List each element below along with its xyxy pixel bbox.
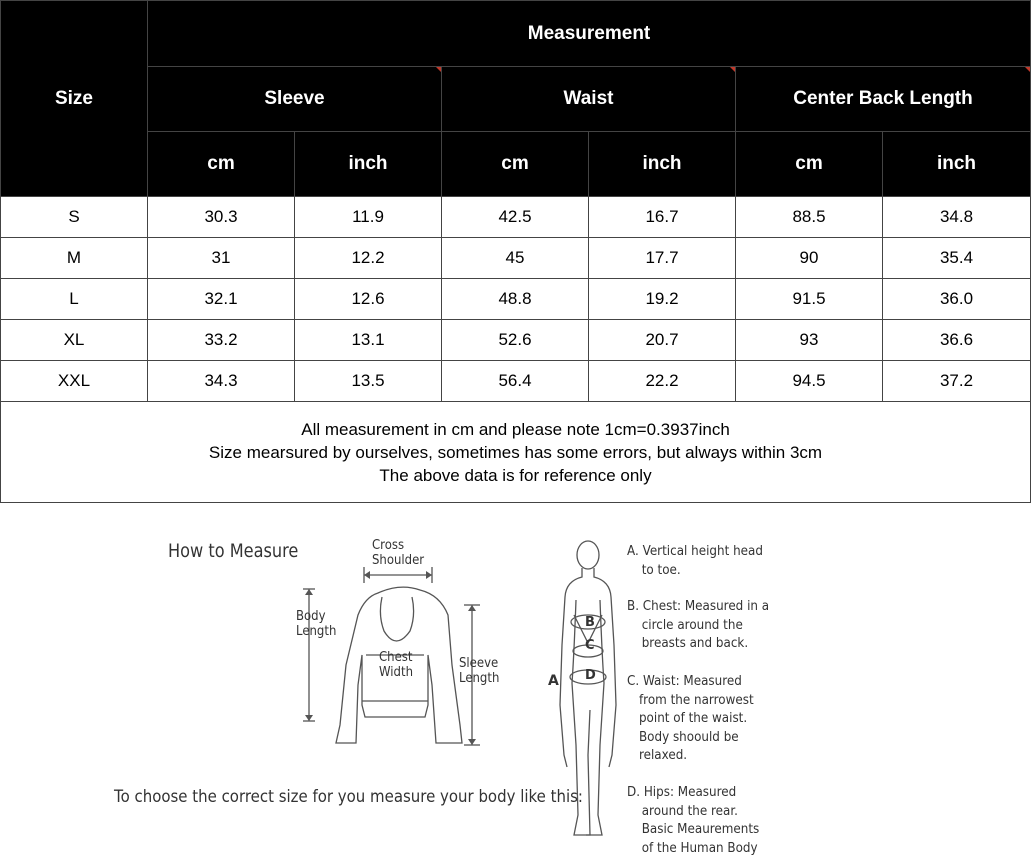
legend-line: A. Vertical height head bbox=[627, 544, 763, 559]
legend-line: circle around the bbox=[641, 617, 743, 633]
cross-shoulder-label bbox=[372, 538, 424, 568]
value-cell: 90 bbox=[736, 238, 883, 279]
value-cell: 20.7 bbox=[589, 320, 736, 361]
value-cell: 17.7 bbox=[589, 238, 736, 279]
legend-line: relaxed. bbox=[638, 748, 688, 763]
note-line: All measurement in cm and please note 1cm=0.3937inch bbox=[301, 419, 730, 439]
label-line: Length bbox=[296, 624, 337, 639]
marker-d: D bbox=[585, 668, 596, 683]
how-to-measure-title: How to Measure bbox=[168, 540, 299, 562]
value-cell: 36.6 bbox=[883, 320, 1031, 361]
value-cell: 11.9 bbox=[295, 197, 442, 238]
table-row bbox=[1, 361, 1031, 402]
table-row bbox=[1, 238, 1031, 279]
size-cell: S bbox=[1, 197, 148, 238]
legend-line: Body shoould be bbox=[638, 729, 739, 745]
value-cell: 12.2 bbox=[295, 238, 442, 279]
legend-line: around the rear. bbox=[641, 803, 738, 819]
legend-line: D. Hips: Measured bbox=[627, 785, 737, 800]
value-cell: 30.3 bbox=[148, 197, 295, 238]
value-cell: 19.2 bbox=[589, 279, 736, 320]
value-cell: 12.6 bbox=[295, 279, 442, 320]
label-line: Sleeve bbox=[459, 656, 499, 671]
label-line: Body bbox=[296, 609, 326, 624]
note-line: The above data is for reference only bbox=[379, 465, 652, 485]
value-cell: 13.1 bbox=[295, 320, 442, 361]
measure-diagram-lines bbox=[0, 505, 1031, 866]
value-cell: 88.5 bbox=[736, 197, 883, 238]
legend-line: from the narrowest bbox=[638, 692, 754, 708]
label-line: Chest bbox=[379, 650, 413, 665]
label-line: Width bbox=[379, 665, 414, 680]
legend-line: to toe. bbox=[641, 562, 681, 578]
value-cell: 22.2 bbox=[589, 361, 736, 402]
value-cell: 34.3 bbox=[148, 361, 295, 402]
value-cell: 37.2 bbox=[883, 361, 1031, 402]
legend-line: B. Chest: Measured in a bbox=[627, 599, 770, 614]
chest-width-label bbox=[379, 650, 413, 680]
legend-line: of the Human Body bbox=[641, 840, 758, 856]
value-cell: 52.6 bbox=[442, 320, 589, 361]
notes-cell bbox=[1, 402, 1031, 503]
label-line: Shoulder bbox=[372, 553, 425, 568]
marker-a: A bbox=[548, 673, 559, 689]
value-cell: 33.2 bbox=[148, 320, 295, 361]
legend-a bbox=[627, 543, 763, 580]
table-row bbox=[1, 279, 1031, 320]
unit-header: cm bbox=[442, 132, 589, 197]
value-cell: 45 bbox=[442, 238, 589, 279]
label-line: Cross bbox=[372, 538, 405, 553]
how-to-measure-section bbox=[0, 505, 1031, 866]
value-cell: 42.5 bbox=[442, 197, 589, 238]
sleeve-length-label bbox=[459, 656, 499, 686]
value-cell: 94.5 bbox=[736, 361, 883, 402]
value-cell: 32.1 bbox=[148, 279, 295, 320]
measurement-header: Measurement bbox=[148, 1, 1031, 67]
size-cell: XXL bbox=[1, 361, 148, 402]
unit-header: cm bbox=[736, 132, 883, 197]
value-cell: 36.0 bbox=[883, 279, 1031, 320]
value-cell: 16.7 bbox=[589, 197, 736, 238]
value-cell: 91.5 bbox=[736, 279, 883, 320]
size-cell: XL bbox=[1, 320, 148, 361]
value-cell: 13.5 bbox=[295, 361, 442, 402]
waist-header: Waist bbox=[442, 67, 736, 132]
unit-header: inch bbox=[883, 132, 1031, 197]
note-line: Size mearsured by ourselves, sometimes has some errors, but always within 3cm bbox=[208, 442, 823, 462]
label-line: Length bbox=[459, 671, 500, 686]
value-cell: 93 bbox=[736, 320, 883, 361]
legend-d bbox=[627, 784, 759, 858]
unit-header: inch bbox=[295, 132, 442, 197]
legend-line: point of the waist. bbox=[638, 711, 748, 726]
value-cell: 31 bbox=[148, 238, 295, 279]
marker-b: B bbox=[585, 615, 595, 630]
legend-line: breasts and back. bbox=[641, 636, 749, 651]
measure-instruction: To choose the correct size for you measure your body like this: bbox=[114, 787, 583, 807]
size-header: Size bbox=[1, 1, 148, 197]
unit-header: inch bbox=[589, 132, 736, 197]
legend-c bbox=[627, 673, 754, 766]
value-cell: 56.4 bbox=[442, 361, 589, 402]
size-cell: M bbox=[1, 238, 148, 279]
value-cell: 34.8 bbox=[883, 197, 1031, 238]
table-row bbox=[1, 197, 1031, 238]
legend-line: Basic Meaurements bbox=[641, 822, 760, 837]
unit-header: cm bbox=[148, 132, 295, 197]
value-cell: 35.4 bbox=[883, 238, 1031, 279]
legend-line: C. Waist: Measured bbox=[627, 674, 742, 689]
center-back-length-header: Center Back Length bbox=[736, 67, 1031, 132]
size-cell: L bbox=[1, 279, 148, 320]
marker-c: C bbox=[585, 638, 595, 653]
table-row bbox=[1, 320, 1031, 361]
legend-b bbox=[627, 598, 769, 654]
body-length-label bbox=[296, 609, 336, 639]
value-cell: 48.8 bbox=[442, 279, 589, 320]
sleeve-header: Sleeve bbox=[148, 67, 442, 132]
